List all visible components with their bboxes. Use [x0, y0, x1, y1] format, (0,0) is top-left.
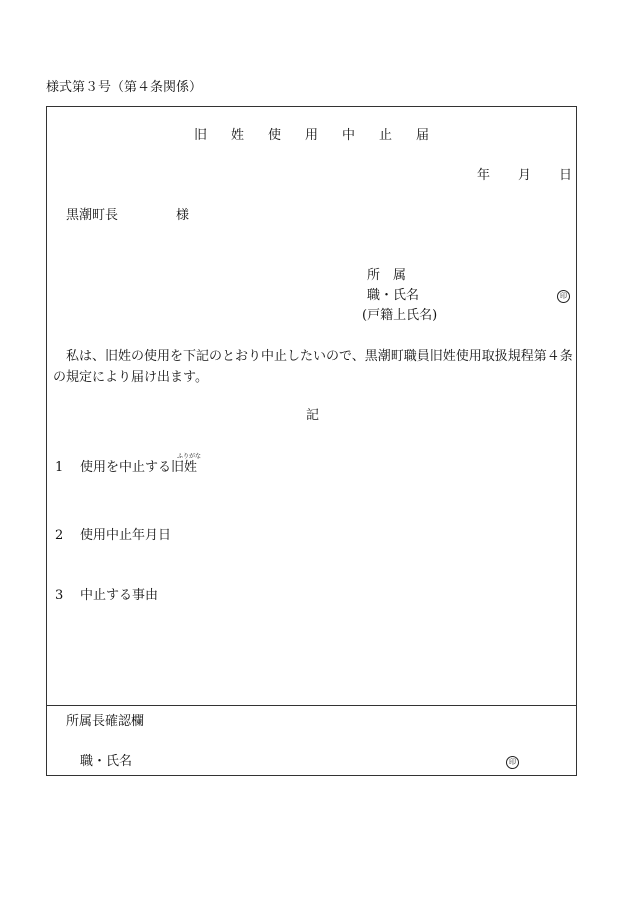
- title-char: 中: [342, 128, 356, 143]
- item-label: [80, 460, 197, 476]
- ki-label: 記: [306, 408, 320, 423]
- registry-name-label: (戸籍上氏名): [362, 308, 438, 323]
- title-char: 姓: [231, 128, 245, 143]
- furigana-ruby: ふりがな: [177, 453, 202, 460]
- item-label: 使用中止年月日: [80, 528, 172, 543]
- item-number: 1: [55, 460, 64, 475]
- confirmation-heading: 所属長確認欄: [66, 714, 145, 729]
- addressee-name: 黒潮町長: [66, 208, 119, 223]
- position-name-label: 職・氏名: [367, 288, 420, 303]
- seal-icon: 印: [506, 756, 519, 769]
- date-month-label: 月: [518, 168, 532, 183]
- item-number: 2: [55, 528, 64, 543]
- date-year-label: 年: [477, 168, 491, 183]
- confirmation-divider: [46, 705, 577, 706]
- item-label-ruby-base: 旧姓: [171, 460, 198, 475]
- form-frame: [46, 106, 577, 776]
- item-label-prefix: 使用を中止する: [80, 460, 172, 475]
- item-label: 中止する事由: [80, 588, 159, 603]
- affiliation-label: 所 属: [367, 268, 407, 283]
- form-number: 様式第３号（第４条関係）: [46, 80, 203, 95]
- date-day-label: 日: [559, 168, 573, 183]
- title-char: 使: [268, 128, 282, 143]
- addressee-honorific: 様: [176, 208, 190, 223]
- title-char: 旧: [194, 128, 208, 143]
- title-char: 止: [379, 128, 393, 143]
- seal-icon: 印: [557, 290, 570, 303]
- title-char: 届: [416, 128, 430, 143]
- declaration-text: 私は、旧姓の使用を下記のとおり中止したいので、黒潮町職員旧姓使用取扱規程第４条の規定により届け出ます。: [53, 349, 573, 385]
- title-char: 用: [305, 128, 319, 143]
- confirmation-position-name-label: 職・氏名: [80, 754, 133, 769]
- item-number: 3: [55, 588, 64, 603]
